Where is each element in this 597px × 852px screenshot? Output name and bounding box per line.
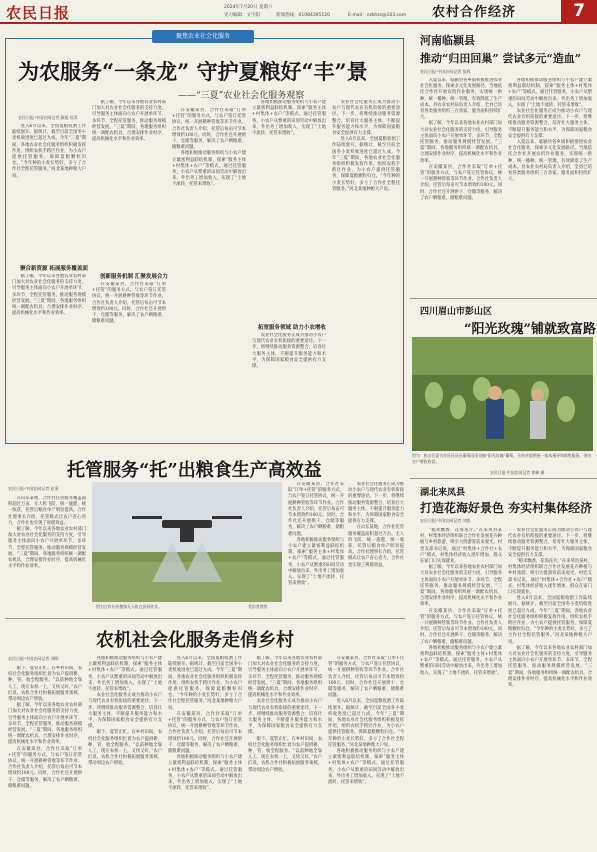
divider	[410, 298, 597, 299]
drone-photo	[92, 482, 282, 602]
side1-region: 河南临颍县	[420, 34, 475, 47]
side3-region: 湖北来凤县	[420, 488, 466, 498]
side2-headline: “阳光玫瑰”铺就致富路	[464, 322, 596, 337]
side2-photo-credit: 农民日报·中国农网记者 徐峰 摄	[490, 470, 545, 475]
article3-column-5: 在安徽某县，合作社采取“订单+托管”的服务方式，与农户签订托管协议，统一开展耕种管收等环节作业。合作社负责人介绍，托管后每亩可节本增效约100元。同时，合作社还开展烘干、仓储等服务，解决了农户晒粮难、储粮难问题。 进入6月以来，全国夏粮收割工作陆续展开。据统计，截至目前全国冬小麦机收进度已超过九成。今年“三夏”期间，各地农业社会化服务组织积极发挥作用，组织农机手跨区作业，为小农户提供托管服务，保障夏粮颗粒归仓。“今年种的小麦长势好，多亏了合作社全程托管服务。”河北某地种粮大户说。 各地积极推动服务组织与小农户建立紧密利益联结机制，探索“服务主体+村集体+农户”等模式。通过托管服务，小农户从繁重的田间劳动中解放出来，外出务工增加收入，实现了“土地不流转、托管来增收”。	[328, 656, 404, 786]
subhead-3: 拓宽服务领域 助力小农增收	[258, 325, 326, 331]
main-subheadline: ——“三夏”农业社会化服务观察	[178, 91, 305, 101]
subhead-2: 创新服务机制 汇聚发展合力	[100, 274, 168, 280]
side2-caption: 图为：彭山区某合作社社员在葡萄园里采摘“阳光玫瑰”葡萄。合作社提供统一技术指导和销售服务，带动农户增收致富。	[412, 453, 592, 464]
divider	[410, 478, 597, 479]
side1-column-2: 各地积极推动服务组织与小农户建立紧密利益联结机制，探索“服务主体+村集体+农户”等模式。通过托管服务，小农户从繁重的田间劳动中解放出来，外出务工增加收入，实现了“土地不流转、托管来增收”。 农业社会化服务正成为推动小农户与现代农业有机衔接的重要途径。下一步，将继续推动服务资源整合，培育壮大服务主体，不断提升服务能力和水平，为保障国家粮食安全提供有力支撑。 入夏以来，临颍县各乡镇积极推进农业社会化服务，探索多元化发展路径。当地依托合作社开展农机作业服务，实现统一供种、统一播种、统一管理，有效降低了生产成本。县农业农村局负责人介绍，全县已培育各类服务组织三百余家，服务面积持续扩大。	[508, 78, 592, 183]
article3-byline: 农民日报·中国农网记者 刘明	[8, 656, 59, 661]
side3-column-2: 农业社会化服务正成为推动小农户与现代农业有机衔接的重要途径。下一步，将继续推动服务资源整合，培育壮大服务主体，不断提升服务能力和水平，为保障国家粮食安全提供有力支撑。 “稻米飘香，花海连片。”在来凤县某村，村集体经济组织联合合作社发展花卉种植与乡村旅游，吸引大批游客前来观光。村党支部书记说，通过“村集体+合作社+农户”模式，村集体经济收入逐年增加，群众在家门口实现就业。 进入6月以来，全国夏粮收割工作陆续展开。据统计，截至目前全国冬小麦机收进度已超过九成。今年“三夏”期间，各地农业社会化服务组织积极发挥作用，组织农机手跨区作业，为小农户提供托管服务，保障夏粮颗粒归仓。“今年种的小麦长势好，多亏了合作社全程托管服务。”河北某地种粮大户说。 据了解，今年以来各地农业农村部门加大对农业社会化服务的支持力度，引导服务主体面向小农户开展单环节、多环节、全程托管服务，推动服务规模经营发展。“三夏”期间，各地服务组织统一调配农机具，合理安排作业时序，提高机械化水平和作业效率。	[508, 528, 592, 689]
article3-column-3: 进入6月以来，全国夏粮收割工作陆续展开。据统计，截至目前全国冬小麦机收进度已超过九成。今年“三夏”期间，各地农业社会化服务组织积极发挥作用，组织农机手跨区作业，为小农户提供托管服务，保障夏粮颗粒归仓。“今年种的小麦长势好，多亏了合作社全程托管服务。”河北某地种粮大户说。 在安徽某县，合作社采取“订单+托管”的服务方式，与农户签订托管协议，统一开展耕种管收等环节作业。合作社负责人介绍，托管后每亩可节本增效约100元。同时，合作社还开展烘干、仓储等服务，解决了农户晒粮难、储粮难问题。 各地积极推动服务组织与小农户建立紧密利益联结机制，探索“服务主体+村集体+农户”等模式。通过托管服务，小农户从繁重的田间劳动中解放出来，外出务工增加收入，实现了“土地不流转、托管来增收”。	[168, 656, 242, 792]
email-line: E-mail：nzkhzs@163.com	[348, 13, 407, 18]
main-column-2b: 在安徽某县，合作社采取“订单+托管”的服务方式，与农户签订托管协议，统一开展耕种管收等环节作业。合作社负责人介绍，托管后每亩可节本增效约100元。同时，合作社还开展烘干、仓储等服务，解决了农户晒粮难、储粮难问题。	[92, 282, 166, 325]
side3-column-1: “稻米飘香，花海连片。”在来凤县某村，村集体经济组织联合合作社发展花卉种植与乡村旅游，吸引大批游客前来观光。村党支部书记说，通过“村集体+合作社+农户”模式，村集体经济收入逐年增加，群众在家门口实现就业。 据了解，今年以来各地农业农村部门加大对农业社会化服务的支持力度，引导服务主体面向小农户开展单环节、多环节、全程托管服务，推动服务规模经营发展。“三夏”期间，各地服务组织统一调配农机具，合理安排作业时序，提高机械化水平和作业效率。 在安徽某县，合作社采取“订单+托管”的服务方式，与农户签订托管协议，统一开展耕种管收等环节作业。合作社负责人介绍，托管后每亩可节本增效约100元。同时，合作社还开展烘干、仓储等服务，解决了农户晒粮难、储粮难问题。 各地积极推动服务组织与小农户建立紧密利益联结机制，探索“服务主体+村集体+农户”等模式。通过托管服务，小农户从繁重的田间劳动中解放出来，外出务工增加收入，实现了“土地不流转、托管来增收”。	[420, 528, 502, 676]
main-byline: 农民日报·中国农网记者 颜旭 侯青	[18, 115, 78, 120]
page-number: 7	[561, 0, 597, 22]
main-column-5: 农业社会化服务正成为推动小农户与现代农业有机衔接的重要途径。下一步，将继续推动服务资源整合，培育壮大服务主体，不断提升服务能力和水平，为保障国家粮食安全提供有力支撑。 进入6月以来，全国夏粮收割工作陆续展开。据统计，截至目前全国冬小麦机收进度已超过九成。今年“三夏”期间，各地农业社会化服务组织积极发挥作用，组织农机手跨区作业，为小农户提供托管服务，保障夏粮颗粒归仓。“今年种的小麦长势好，多亏了合作社全程托管服务。”河北某地种粮大户说。	[332, 100, 400, 192]
article2-column-3: 在安徽某县，合作社采取“订单+托管”的服务方式，与农户签订托管协议，统一开展耕种管收等环节作业。合作社负责人介绍，托管后每亩可节本增效约100元。同时，合作社还开展烘干、仓储等服务，解决了农户晒粮难、储粮难问题。 各地积极推动服务组织与小农户建立紧密利益联结机制，探索“服务主体+村集体+农户”等模式。通过托管服务，小农户从繁重的田间劳动中解放出来，外出务工增加收入，实现了“土地不流转、托管来增收”。	[288, 482, 344, 587]
article2-column-1: 在山东某地，合作社托管服务覆盖面积超过万亩。无人机飞防、统一施肥、统一收获，托管后粮食单产明显提高。合作社理事长介绍，托管模式让农户省心省力，合作社也实现了规模效益。 据了解，今年以来各地农业农村部门加大对农业社会化服务的支持力度，引导服务主体面向小农户开展单环节、多环节、全程托管服务，推动服务规模经营发展。“三夏”期间，各地服务组织统一调配农机具，合理安排作业时序，提高机械化水平和作业效率。	[8, 496, 86, 570]
article2-byline: 农民日报·中国农网记者 赵清	[8, 486, 59, 491]
article3-column-2: 各地积极推动服务组织与小农户建立紧密利益联结机制，探索“服务主体+村集体+农户”等模式。通过托管服务，小农户从繁重的田间劳动中解放出来，外出务工增加收入，实现了“土地不流转、托管来增收”。 农业社会化服务正成为推动小农户与现代农业有机衔接的重要途径。下一步，将继续推动服务资源整合，培育壮大服务主体，不断提升服务能力和水平，为保障国家粮食安全提供有力支撑。 眼下，夏管正忙。在乡村田间，农机社会化服务组织忙着为农户提供耕、种、管、收全程服务。“以前种地全靠人工，现在农机一上，又快又好。”农户们说。农机合作社积极拓展服务领域，带动周边农户增收。	[88, 656, 162, 767]
divider	[5, 618, 405, 619]
phone-line: 新闻热线：01084395120	[276, 13, 330, 18]
main-column-2: 据了解，今年以来各地农业农村部门加大对农业社会化服务的支持力度，引导服务主体面向小农户开展单环节、多环节、全程托管服务，推动服务规模经营发展。“三夏”期间，各地服务组织统一调配农机具，合理安排作业时序，提高机械化水平和作业效率。	[92, 100, 166, 143]
main-column-4: 各地积极推动服务组织与小农户建立紧密利益联结机制，探索“服务主体+村集体+农户”等模式。通过托管服务，小农户从繁重的田间劳动中解放出来，外出务工增加收入，实现了“土地不流转、托管来增收”。	[252, 100, 326, 137]
article2-photo-credit: 受访者供图	[248, 604, 268, 609]
article2-column-4: 农业社会化服务正成为推动小农户与现代农业有机衔接的重要途径。下一步，将继续推动服务资源整合，培育壮大服务主体，不断提升服务能力和水平，为保障国家粮食安全提供有力支撑。 在山东某地，合作社托管服务覆盖面积超过万亩。无人机飞防、统一施肥、统一收获，托管后粮食单产明显提高。合作社理事长介绍，托管模式让农户省心省力，合作社也实现了规模效益。	[348, 482, 404, 568]
side2-region: 四川眉山市彭山区	[420, 307, 493, 317]
main-column-3: 在安徽某县，合作社采取“订单+托管”的服务方式，与农户签订托管协议，统一开展耕种管收等环节作业。合作社负责人介绍，托管后每亩可节本增效约100元。同时，合作社还开展烘干、仓储等服务，解决了农户晒粮难、储粮难问题。 各地积极推动服务组织与小农户建立紧密利益联结机制，探索“服务主体+村集体+农户”等模式。通过托管服务，小农户从繁重的田间劳动中解放出来，外出务工增加收入，实现了“土地不流转、托管来增收”。	[172, 108, 246, 188]
section-title: 农村合作经济	[432, 5, 517, 20]
masthead-rule	[0, 22, 597, 24]
side1-column-1: 入夏以来，临颍县各乡镇积极推进农业社会化服务，探索多元化发展路径。当地依托合作社开展农机作业服务，实现统一供种、统一播种、统一管理，有效降低了生产成本。县农业农村局负责人介绍，全县已培育各类服务组织三百余家，服务面积持续扩大。 据了解，今年以来各地农业农村部门加大对农业社会化服务的支持力度，引导服务主体面向小农户开展单环节、多环节、全程托管服务，推动服务规模经营发展。“三夏”期间，各地服务组织统一调配农机具，合理安排作业时序，提高机械化水平和作业效率。 在安徽某县，合作社采取“订单+托管”的服务方式，与农户签订托管协议，统一开展耕种管收等环节作业。合作社负责人介绍，托管后每亩可节本增效约100元。同时，合作社还开展烘干、仓储等服务，解决了农户晒粮难、储粮难问题。	[420, 78, 502, 201]
newspaper-logo: 农民日报	[6, 4, 71, 22]
article3-column-1: 眼下，夏管正忙。在乡村田间，农机社会化服务组织忙着为农户提供耕、种、管、收全程服务。“以前种地全靠人工，现在农机一上，又快又好。”农户们说。农机合作社积极拓展服务领域，带动周边农户增收。 据了解，今年以来各地农业农村部门加大对农业社会化服务的支持力度，引导服务主体面向小农户开展单环节、多环节、全程托管服务，推动服务规模经营发展。“三夏”期间，各地服务组织统一调配农机具，合理安排作业时序，提高机械化水平和作业效率。 在安徽某县，合作社采取“订单+托管”的服务方式，与农户签订托管协议，统一开展耕种管收等环节作业。合作社负责人介绍，托管后每亩可节本增效约100元。同时，合作社还开展烘干、仓储等服务，解决了农户晒粮难、储粮难问题。	[8, 666, 82, 789]
side3-headline: 打造花海好景色 夯实村集体经济	[420, 501, 593, 515]
main-column-4b: 农业社会化服务正成为推动小农户与现代农业有机衔接的重要途径。下一步，将继续推动服务资源整合，培育壮大服务主体，不断提升服务能力和水平，为保障国家粮食安全提供有力支撑。	[252, 333, 326, 370]
side3-byline: 农民日报·中国农网记者 刘凯	[420, 518, 471, 523]
side1-byline: 农民日报·中国农网记者 张辉	[420, 69, 471, 74]
section-tag: 聚焦农业社会化服务	[152, 30, 254, 43]
editor-line: 见习编辑：文宇阳	[224, 13, 260, 18]
issue-date: 2024年7月20日 星期六	[224, 5, 273, 10]
grape-photo	[412, 337, 593, 451]
main-headline: 为农服务“一条龙” 守护夏粮好“丰”景	[18, 59, 368, 84]
main-column-1: 进入6月以来，全国夏粮收割工作陆续展开。据统计，截至目前全国冬小麦机收进度已超过九成。今年“三夏”期间，各地农业社会化服务组织积极发挥作用，组织农机手跨区作业，为小农户提供托管服务，保障夏粮颗粒归仓。“今年种的小麦长势好，多亏了合作社全程托管服务。”河北某地种粮大户说。	[12, 124, 86, 179]
main-column-1b: 据了解，今年以来各地农业农村部门加大对农业社会化服务的支持力度，引导服务主体面向小农户开展单环节、多环节、全程托管服务，推动服务规模经营发展。“三夏”期间，各地服务组织统一调配农机具，合理安排作业时序，提高机械化水平和作业效率。	[12, 274, 86, 317]
article3-headline: 农机社会化服务走俏乡村	[96, 630, 294, 651]
article3-column-4: 据了解，今年以来各地农业农村部门加大对农业社会化服务的支持力度，引导服务主体面向小农户开展单环节、多环节、全程托管服务，推动服务规模经营发展。“三夏”期间，各地服务组织统一调配农机具，合理安排作业时序，提高机械化水平和作业效率。 农业社会化服务正成为推动小农户与现代农业有机衔接的重要途径。下一步，将继续推动服务资源整合，培育壮大服务主体，不断提升服务能力和水平，为保障国家粮食安全提供有力支撑。 眼下，夏管正忙。在乡村田间，农机社会化服务组织忙着为农户提供耕、种、管、收全程服务。“以前种地全靠人工，现在农机一上，又快又好。”农户们说。农机合作社积极拓展服务领域，带动周边农户增收。	[248, 656, 322, 773]
article2-headline: 托管服务“托”出粮食生产高效益	[67, 460, 322, 481]
side1-headline: 推动“归田回巢” 尝试多元“造血”	[420, 52, 582, 65]
article2-photo-caption: 图为合作社的植保无人机在田间作业。	[96, 604, 163, 609]
subhead-1: 聚合新资源 拓展服务覆盖面	[20, 266, 88, 272]
